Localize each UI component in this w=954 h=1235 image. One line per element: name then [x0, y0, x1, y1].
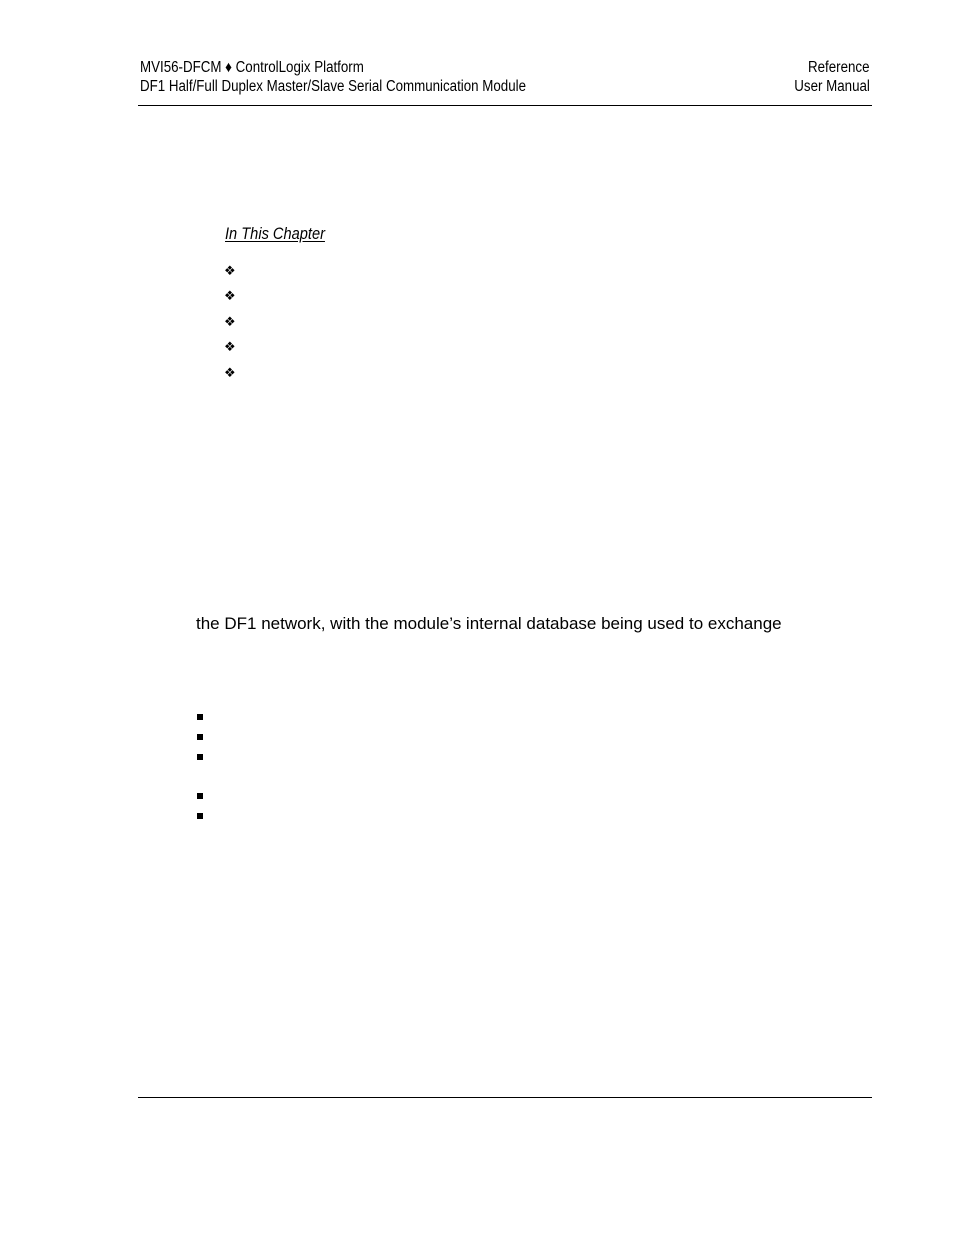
header-product-title: MVI56-DFCM ♦ ControlLogix Platform: [140, 59, 364, 76]
header-document-type: User Manual: [794, 78, 870, 95]
header-divider: [138, 105, 872, 106]
header-section-name: Reference: [808, 59, 870, 76]
chapter-bullet-diamond-icon: ❖: [224, 365, 236, 380]
chapter-bullet-diamond-icon: ❖: [224, 263, 236, 278]
chapter-bullet-diamond-icon: ❖: [224, 288, 236, 303]
list-bullet-square-icon: [197, 793, 203, 799]
list-bullet-square-icon: [197, 754, 203, 760]
footer-divider: [138, 1097, 872, 1098]
chapter-bullet-diamond-icon: ❖: [224, 339, 236, 354]
list-bullet-square-icon: [197, 813, 203, 819]
body-paragraph-line: the DF1 network, with the module’s internal database being used to exchange: [196, 614, 782, 633]
list-bullet-square-icon: [197, 714, 203, 720]
header-module-description: DF1 Half/Full Duplex Master/Slave Serial Communication Module: [140, 78, 526, 95]
list-bullet-square-icon: [197, 734, 203, 740]
chapter-bullet-diamond-icon: ❖: [224, 314, 236, 329]
chapter-contents-heading: In This Chapter: [225, 224, 325, 243]
